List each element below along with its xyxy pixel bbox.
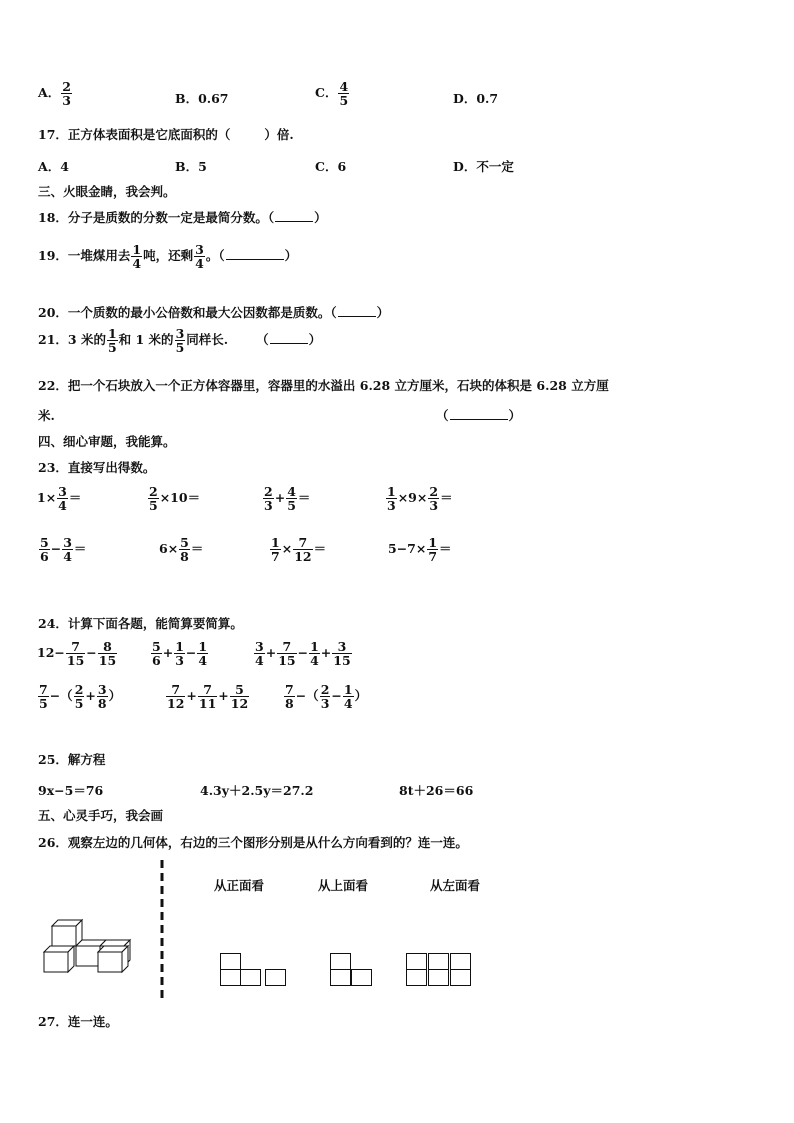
- calc-expression: 12− $\frac{7}{15}$ − $\frac{8}{15}$: [37, 639, 117, 669]
- option-label: A．: [38, 85, 61, 101]
- answer-blank[interactable]: [270, 332, 308, 344]
- calc-item: 5−7× $\frac{1}{7}$ ＝: [388, 535, 452, 565]
- question-text: 和 1 米的: [118, 332, 174, 348]
- answer-blank[interactable]: [338, 305, 376, 317]
- question-22-line1: 22．把一个石块放入一个正方体容器里，容器里的水溢出 6.28 立方厘米，石块的体积是 6.28 立方厘: [38, 378, 609, 393]
- option-c: [315, 80, 350, 107]
- question-text: ）: [284, 248, 298, 264]
- cube-solid-figure: [40, 918, 140, 978]
- section-heading: 四、细心审题，我能算。: [38, 434, 176, 449]
- option-label: C．: [315, 85, 338, 101]
- equation: 8t＋26＝66: [399, 783, 474, 798]
- paren-open: （: [436, 408, 449, 423]
- calc-item: $\frac{1}{7}$ × $\frac{7}{12}$ ＝: [271, 535, 327, 565]
- option-b: B．0.67: [175, 91, 229, 106]
- calc-expression: $\frac{7}{12}$ + $\frac{7}{11}$ + $\frac{5}{12}$: [167, 682, 249, 712]
- fraction: $\frac{4}{5}$: [339, 79, 349, 109]
- option-a: A．4: [38, 159, 69, 174]
- answer-paren: [436, 406, 521, 424]
- answer-blank[interactable]: [450, 408, 508, 420]
- calc-item: $\frac{2}{3}$ + $\frac{4}{5}$ ＝: [264, 484, 311, 514]
- divider-dashed-line: [158, 860, 166, 1002]
- calc-item: $\frac{5}{6}$ − $\frac{3}{4}$ ＝: [40, 535, 87, 565]
- question-22-line2: 米.: [38, 408, 55, 423]
- fraction: $\frac{1}{5}$: [107, 326, 117, 356]
- question-23-title: 23．直接写出得数。: [38, 460, 156, 475]
- equation: 4.3y＋2.5y＝27.2: [200, 783, 314, 798]
- option-c: C．6: [315, 159, 347, 174]
- fraction: $\frac{3}{5}$: [175, 326, 185, 356]
- option-a: [38, 80, 73, 107]
- question-20: [38, 303, 389, 321]
- calc-expression: $\frac{3}{4}$ + $\frac{7}{15}$ − $\frac{1}{4}$ + $\frac{3}{15}$: [255, 639, 351, 669]
- fraction: $\frac{1}{4}$: [132, 242, 142, 272]
- question-19: [38, 243, 297, 270]
- question-text: 20．一个质数的最小公倍数和最大公因数都是质数。（: [38, 305, 337, 320]
- calc-expression: $\frac{7}{5}$ −（ $\frac{2}{5}$ + $\frac{3}{8}$ ）: [39, 682, 122, 712]
- question-text: 17．正方体表面积是它底面积的（: [38, 127, 231, 142]
- question-text: ）倍.: [264, 127, 294, 142]
- option-b: B．5: [175, 159, 207, 174]
- calc-item: 1× $\frac{3}{4}$ ＝: [37, 484, 82, 514]
- calc-item: 6× $\frac{5}{8}$ ＝: [159, 535, 204, 565]
- option-d: D．不一定: [453, 159, 514, 174]
- calc-expression: $\frac{7}{8}$ −（ $\frac{2}{3}$ − $\frac{1}{4}$ ）: [285, 682, 368, 712]
- question-text: ）: [308, 332, 322, 348]
- section-heading: 五、心灵手巧，我会画: [38, 808, 164, 823]
- equation: 9x−5＝76: [38, 783, 104, 798]
- question-26-title: 26．观察左边的几何体，右边的三个图形分别是从什么方向看到的？连一连。: [38, 835, 468, 850]
- fraction: $\frac{2}{3}$: [62, 79, 71, 109]
- label-front-view: 从正面看: [214, 878, 265, 893]
- calc-item: $\frac{1}{3}$ ×9× $\frac{2}{3}$ ＝: [387, 484, 453, 514]
- option-d: D．0.7: [453, 91, 499, 106]
- question-text: 。（: [205, 248, 225, 264]
- label-top-view: 从上面看: [318, 878, 369, 893]
- question-24-title: 24．计算下面各题，能简算要简算。: [38, 616, 243, 631]
- question-27-title: 27．连一连。: [38, 1014, 118, 1029]
- answer-blank[interactable]: [275, 210, 313, 222]
- paren-close: ）: [508, 408, 522, 423]
- question-text: 吨，还剩: [143, 248, 194, 264]
- question-25-title: 25．解方程: [38, 752, 106, 767]
- question-text: 同样长.: [186, 332, 229, 348]
- question-21: [38, 327, 321, 354]
- answer-blank[interactable]: [226, 248, 284, 260]
- question-text: （: [256, 332, 269, 348]
- section-heading: 三、火眼金睛，我会判。: [38, 184, 176, 199]
- calc-expression: $\frac{5}{6}$ + $\frac{1}{3}$ − $\frac{1}{4}$: [152, 639, 208, 669]
- calc-item: $\frac{2}{5}$ ×10＝: [149, 484, 201, 514]
- fraction: $\frac{3}{4}$: [195, 242, 204, 272]
- question-text: ）: [376, 305, 390, 320]
- question-17: [38, 125, 294, 143]
- question-text: 18．分子是质数的分数一定是最简分数。（: [38, 210, 275, 225]
- question-text: 21．3 米的: [38, 332, 106, 348]
- label-left-view: 从左面看: [430, 878, 481, 893]
- question-text: ）: [314, 210, 327, 225]
- question-text: 19．一堆煤用去: [38, 248, 131, 264]
- question-18: [38, 208, 327, 226]
